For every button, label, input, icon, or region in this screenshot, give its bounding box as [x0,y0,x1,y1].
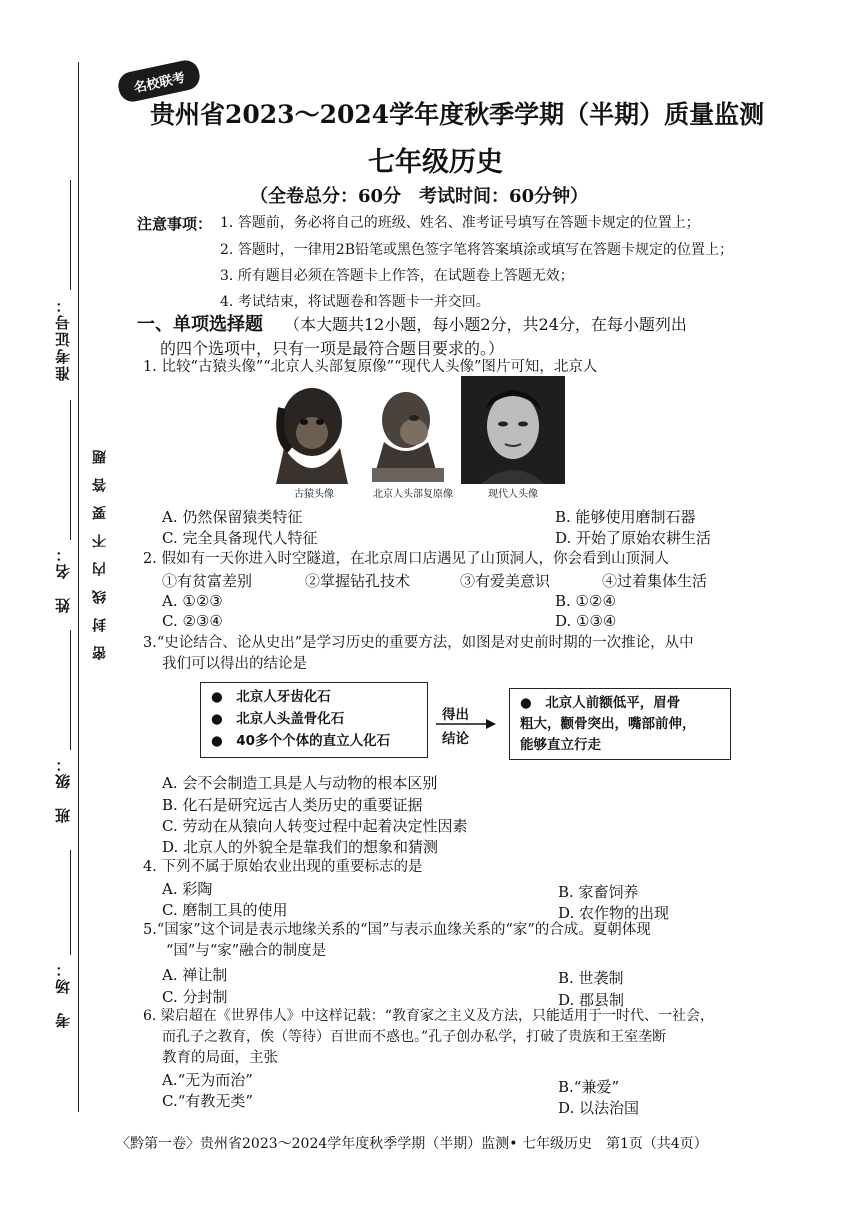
bullet-icon: ● [211,733,223,749]
section-desc: 的四个选项中，只有一项是最符合题目要求的。） [160,339,505,358]
conclusion-box [509,688,731,760]
room-label: 考 场： [54,960,72,1028]
question-2-option-d[interactable]: D. ①③④ [555,612,617,630]
question-3-option-b[interactable]: B. 化石是研究远古人类历史的重要证据 [162,796,423,814]
question-6-option-c[interactable]: C.“有教无类” [162,1092,254,1110]
question-3-option-c[interactable]: C. 劳动在从猿向人转变过程中起着决定性因素 [162,817,468,835]
question-6-option-d[interactable]: D. 以法治国 [558,1099,640,1117]
question-6-stem: 教育的局面，主张 [162,1050,278,1066]
peking-man-caption: 北京人头部复原像 [373,489,453,500]
modern-human-caption: 现代人头像 [488,489,538,500]
question-6-option-b[interactable]: B.“兼爱” [558,1078,620,1096]
arrow-label-bottom: 结论 [442,731,469,747]
joint-exam-badge: 名校联考 [116,58,202,104]
question-4-option-a[interactable]: A. 彩陶 [162,880,213,898]
question-2-stem: 2. 假如有一天你进入时空隧道，在北京周口店遇见了山顶洞人，你会看到山顶洞人 [143,551,669,567]
question-5-option-a[interactable]: A. 禅让制 [162,966,228,984]
question-3-option-d[interactable]: D. 北京人的外貌全是靠我们的想象和猜测 [162,838,439,856]
bullet-icon: ● [211,711,223,727]
question-2-item: ④过着集体生活 [602,572,708,590]
question-5-stem: “国”与“家”融合的制度是 [166,943,327,959]
question-2-option-b[interactable]: B. ①②④ [555,592,616,610]
ape-head-image [266,378,358,484]
evidence-item: ● 北京人牙齿化石 [211,689,331,705]
evidence-item: ● 40多个个体的直立人化石 [211,733,391,749]
peking-man-reconstruction-image [362,380,454,484]
question-3-stem: 我们可以得出的结论是 [162,656,307,672]
exam-title: 贵州省2023～2024学年度秋季学期（半期）质量监测 [150,100,765,129]
conclusion-text: 粗大，颧骨突出，嘴部前伸， [520,716,696,732]
score-info: （全卷总分：60分 考试时间：60分钟） [250,186,589,207]
exam-id-blank[interactable] [70,180,71,290]
conclusion-text: 能够直立行走 [520,737,601,753]
arrow-label-top: 得出 [442,707,469,723]
question-6-stem: 6. 梁启超在《世界伟人》中这样记载：“教育家之主义及方法，只能适用于一时代、一社会， [143,1008,714,1024]
notice-item: 1. 答题前，务必将自己的班级、姓名、准考证号填写在答题卡规定的位置上； [220,215,700,231]
evidence-box [200,682,428,758]
exam-id-label: 准考证号： [54,296,72,381]
question-4-option-b[interactable]: B. 家畜饲养 [558,883,639,901]
question-2-item: ②掌握钻孔技术 [305,572,411,590]
question-4-option-d[interactable]: D. 农作物的出现 [558,904,670,922]
question-5-stem: 5.“国家”这个词是表示地缘关系的“国”与表示血缘关系的“家”的合成。夏朝体现 [143,922,651,938]
question-1-stem: 1. 比较“古猿头像”“北京人头部复原像”“现代人头像”图片可知，北京人 [143,359,598,375]
class-blank[interactable] [70,630,71,750]
question-1-option-c[interactable]: C. 完全具备现代人特征 [162,529,318,547]
binding-line [78,62,79,1112]
bullet-icon: ● [211,689,223,705]
notice-item: 3. 所有题目必须在答题卡上作答，在试题卷上答题无效； [220,268,574,284]
name-label: 姓 名： [54,545,72,613]
question-3-stem: 3.“史论结合、论从史出”是学习历史的重要方法，如图是对史前时期的一次推论，从中 [143,635,694,651]
question-5-option-b[interactable]: B. 世袭制 [558,969,624,987]
question-3-option-a[interactable]: A. 会不会制造工具是人与动物的根本区别 [162,774,438,792]
seal-line-notice: 密 封 线 内 不 要 答 题 [92,450,108,660]
modern-human-image [461,376,565,484]
name-blank[interactable] [70,400,71,540]
question-2-option-a[interactable]: A. ①②③ [162,592,223,610]
exam-subtitle: 七年级历史 [368,147,503,178]
question-1-option-b[interactable]: B. 能够使用磨制石器 [555,508,696,526]
class-label: 班 级： [54,755,72,823]
question-4-option-c[interactable]: C. 磨制工具的使用 [162,901,288,919]
section-desc: （本大题共12小题，每小题2分，共24分，在每小题列出 [284,315,687,334]
ape-head-caption: 古猿头像 [294,489,334,500]
question-2-item: ③有爱美意识 [460,572,551,590]
notice-label: 注意事项： [137,215,213,233]
question-6-stem: 而孔子之教育，俟（等待）百世而不惑也。”孔子创办私学，打破了贵族和王室垄断 [162,1029,667,1045]
question-2-option-c[interactable]: C. ②③④ [162,612,223,630]
question-1-option-a[interactable]: A. 仍然保留猿类特征 [162,508,303,526]
conclusion-text: ● 北京人前额低平，眉骨 [520,695,681,711]
question-1-option-d[interactable]: D. 开始了原始农耕生活 [555,529,712,547]
room-blank[interactable] [70,850,71,955]
question-5-option-c[interactable]: C. 分封制 [162,988,228,1006]
page-footer: 〈黔第一卷〉贵州省2023～2024学年度秋季学期（半期）监测• 七年级历史 第1页（共4页） [116,1136,708,1152]
question-4-stem: 4. 下列不属于原始农业出现的重要标志的是 [143,859,423,875]
notice-item: 4. 考试结束，将试题卷和答题卡一并交回。 [220,294,490,310]
question-5-option-d[interactable]: D. 郡县制 [558,991,625,1009]
notice-item: 2. 答题时，一律用2B铅笔或黑色签字笔将答案填涂或填写在答题卡规定的位置上； [220,242,734,258]
evidence-item: ● 北京人头盖骨化石 [211,711,345,727]
bullet-icon: ● [520,695,532,711]
question-6-option-a[interactable]: A.“无为而治” [162,1071,253,1089]
section-title: 一、单项选择题 [137,314,263,335]
question-2-item: ①有贫富差别 [162,572,253,590]
